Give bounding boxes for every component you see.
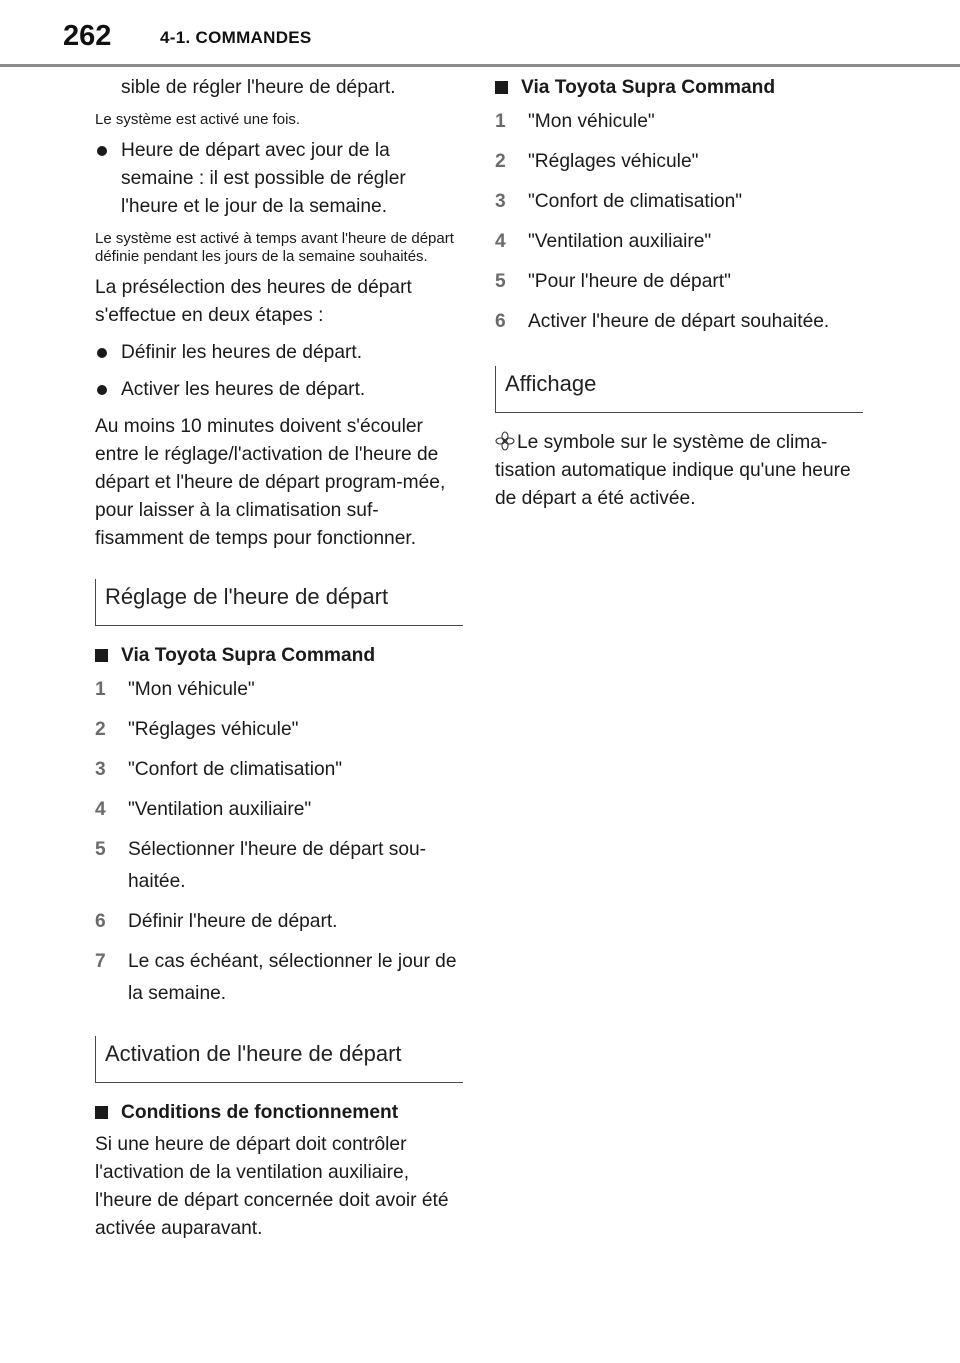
note-once: Le système est activé une fois. (95, 111, 301, 128)
conditions-paragraph: Si une heure de départ doit contrôler l'activation de la ventilation auxiliaire, l'heure de départ concernée doit avoir été activée auparavant. (95, 1134, 449, 1239)
bullet-activate (95, 376, 463, 404)
note-weekday: Le système est activé à temps avant l'heure de départ définie pendant les jours de la semaine souhaités. (95, 230, 454, 265)
left-column (95, 74, 463, 1252)
step-number: 6 (95, 911, 106, 932)
subheading-command (495, 74, 863, 102)
step-number: 1 (95, 679, 106, 700)
step-item (95, 674, 463, 706)
bullet-weekday (95, 137, 463, 221)
header-rule (0, 64, 960, 67)
bullet-dot (97, 146, 107, 156)
bullet-dot (97, 385, 107, 395)
step-number: 2 (95, 719, 106, 740)
square-bullet-icon (95, 649, 108, 662)
step-item (95, 714, 463, 746)
step-item (95, 794, 463, 826)
bullet-text: Définir les heures de départ. (121, 342, 363, 363)
section-title-display (495, 366, 863, 413)
step-text: "Pour l'heure de départ" (528, 271, 731, 292)
bullet-define (95, 339, 463, 367)
section-title-setting (95, 579, 463, 626)
section-title-activation (95, 1036, 463, 1083)
square-bullet-icon (495, 81, 508, 94)
display-text: Le symbole sur le système de clima-tisation automatique indique qu'une heure de départ a été activée. (495, 432, 851, 509)
section-title-text: Affichage (505, 371, 597, 396)
step-text: "Ventilation auxiliaire" (128, 799, 312, 820)
step-text: "Confort de climatisation" (128, 759, 343, 780)
step-item (95, 906, 463, 938)
step-text: Sélectionner l'heure de départ sou-haitée. (128, 839, 427, 892)
step-item (95, 834, 463, 898)
step-number: 3 (495, 191, 506, 212)
step-item (95, 754, 463, 786)
step-text: "Réglages véhicule" (128, 719, 299, 740)
timing-paragraph: Au moins 10 minutes doivent s'écouler entre le réglage/l'activation de l'heure de départ et l'heure de départ program-mée, pour laisser à la climatisation suf-fisamment de temps pour fonctionner. (95, 416, 446, 549)
subheading-text: Via Toyota Supra Command (521, 77, 776, 98)
display-paragraph (495, 429, 863, 513)
step-item (495, 106, 863, 138)
square-bullet-icon (95, 1106, 108, 1119)
step-text: "Confort de climatisation" (528, 191, 743, 212)
fan-icon (495, 431, 515, 451)
section-title-text: Activation de l'heure de départ (105, 1041, 402, 1066)
step-text: "Mon véhicule" (128, 679, 255, 700)
subheading-conditions (95, 1099, 463, 1127)
bullet-text: Heure de départ avec jour de la semaine : il est possible de régler l'heure et le jour de la semaine. (121, 140, 406, 217)
step-number: 1 (495, 111, 506, 132)
step-item (95, 946, 463, 1010)
preselection-paragraph: La présélection des heures de départ s'effectue en deux étapes : (95, 277, 412, 326)
step-number: 5 (95, 839, 106, 860)
right-column (495, 74, 863, 522)
page-number: 262 (63, 20, 112, 52)
step-number: 4 (495, 231, 506, 252)
step-item (495, 226, 863, 258)
step-item (495, 146, 863, 178)
step-text: Le cas échéant, sélectionner le jour de la semaine. (128, 951, 457, 1004)
intro-continuation: sible de régler l'heure de départ. (121, 77, 396, 98)
step-text: Définir l'heure de départ. (128, 911, 338, 932)
step-text: "Ventilation auxiliaire" (528, 231, 712, 252)
subheading-text: Conditions de fonctionnement (121, 1102, 399, 1123)
step-item (495, 306, 863, 338)
step-number: 6 (495, 311, 506, 332)
step-text: "Réglages véhicule" (528, 151, 699, 172)
step-item (495, 186, 863, 218)
section-title-text: Réglage de l'heure de départ (105, 584, 389, 609)
step-item (495, 266, 863, 298)
step-text: "Mon véhicule" (528, 111, 655, 132)
step-text: Activer l'heure de départ souhaitée. (528, 311, 830, 332)
step-number: 3 (95, 759, 106, 780)
subheading-text: Via Toyota Supra Command (121, 645, 376, 666)
chapter-label: 4-1. COMMANDES (160, 28, 312, 47)
step-number: 7 (95, 951, 106, 972)
bullet-text: Activer les heures de départ. (121, 379, 366, 400)
step-number: 4 (95, 799, 106, 820)
bullet-dot (97, 348, 107, 358)
step-number: 5 (495, 271, 506, 292)
page-header (0, 0, 960, 70)
subheading-command (95, 642, 463, 670)
step-number: 2 (495, 151, 506, 172)
